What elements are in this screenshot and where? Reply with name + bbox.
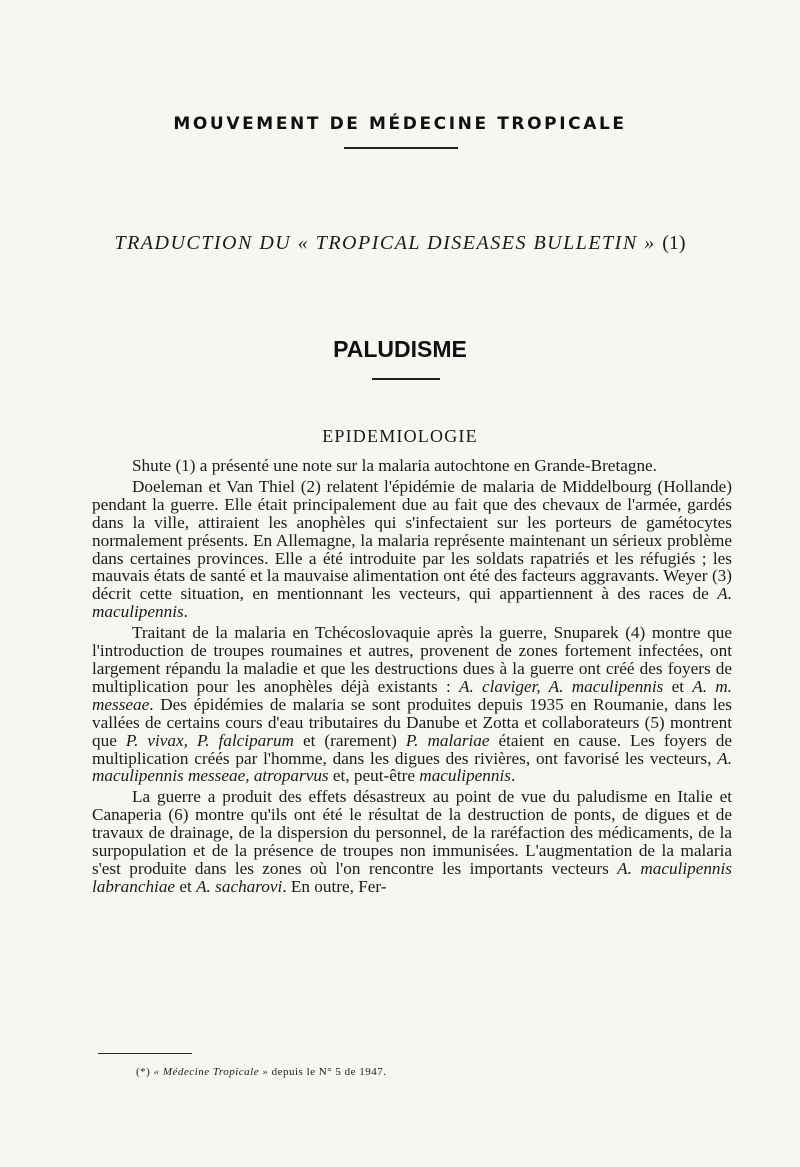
footnote-mark: (*)	[136, 1066, 151, 1078]
footnote-journal: « Médecine Tropicale »	[153, 1066, 269, 1078]
paragraph-text: .	[510, 766, 516, 786]
paragraph-text: Traitant de la malaria en Tchécoslovaquie après la guerre, Snuparek (4) montre que l'introduction de troupes roumaines et autres, provenent de zones fortement infectées, ont largement répandu la maladie et que les destructions dues à la guerre ont créé des foyers de multiplication pour les anophèles déjà existants :	[92, 623, 732, 696]
subtitle	[0, 232, 800, 255]
italic-text: A. m. messeae	[92, 676, 732, 714]
paragraph-text: Doeleman et Van Thiel (2) relatent l'épidémie de malaria de Middelbourg (Hollande) pendant la guerre. Elle était principalement due au fait que des chevaux de l'armée, gardés dans la ville, attiraient les anophèles qui s'infectaient sur les porteurs de gamétocytes normalement présents. En Allemagne, la malaria représente maintenant un sérieux problème dans certaines provinces. Elle a été introduite par les soldats rapatriés et les réfugiés ; les mauvais états de santé et la mauvaise alimentation ont été des facteurs aggravants. Weyer (3) décrit cette situation, en mentionnant les vecteurs, qui appartiennent à des races de	[92, 476, 732, 604]
paragraph-text: et (rarement)	[293, 730, 406, 750]
paragraph	[92, 457, 732, 475]
italic-text: A. maculipennis	[92, 584, 732, 622]
paragraph-text: et, peut-être	[328, 766, 420, 786]
paragraph	[92, 624, 732, 785]
paragraph-text: et	[175, 876, 197, 896]
paragraph-text: La guerre a produit des effets désastreux au point de vue du paludisme en Italie et Canaperia (6) montre qu'ils ont été le résultat de la destruction de ponts, de digues et de travaux de drainage, de la dispersion du personnel, de la raréfaction des médicaments, de la surpopulation et de la présence de troupes non immunisées. L'augmentation de la malaria s'est produite dans les zones où l'on rencontre les importants vecteurs	[92, 787, 732, 878]
subtitle-text: TRADUCTION DU « TROPICAL DISEASES BULLETIN »	[114, 232, 656, 254]
journal-header: MOUVEMENT DE MÉDECINE TROPICALE	[173, 114, 627, 134]
footnote-text: depuis le N° 5 de 1947.	[271, 1066, 387, 1078]
header-rule	[344, 147, 458, 149]
italic-text: A. maculipennis labranchiae	[92, 858, 732, 896]
paragraph-text: étaient en cause. Les foyers de multiplication créés par l'homme, dans les digues des rivières, ont favorisé les vecteurs,	[92, 730, 733, 768]
paragraph	[92, 788, 732, 895]
subtitle-ref: (1)	[662, 232, 686, 254]
paragraph-text: .	[183, 602, 188, 622]
italic-text: P. vivax, P. falciparum	[125, 730, 294, 750]
article-body	[92, 457, 732, 899]
article-title: PALUDISME	[333, 336, 467, 362]
italic-text: A. sacharovi	[196, 876, 283, 896]
italic-text: P. malariae	[405, 730, 490, 750]
paragraph-text: . Des épidémies de malaria se sont produites depuis 1935 en Roumanie, dans les vallées de certains cours d'eau tributaires du Danube et Zotta et collaborateurs (5) montrent que	[92, 694, 732, 750]
italic-text: A. maculipennis messeae, atroparvus	[92, 748, 732, 786]
paragraph-text: . En outre, Fer-	[282, 876, 387, 896]
title-rule	[372, 378, 440, 380]
paragraph	[92, 478, 732, 621]
footnote-rule	[98, 1053, 192, 1054]
italic-text: A. claviger, A. maculipennis	[458, 676, 664, 696]
italic-text: maculipennis	[419, 766, 511, 786]
section-heading: EPIDEMIOLOGIE	[322, 426, 478, 446]
paragraph-text: Shute (1) a présenté une note sur la malaria autochtone en Grande-Bretagne.	[132, 456, 657, 475]
footnote	[136, 1066, 386, 1078]
paragraph-text: et	[663, 676, 693, 696]
